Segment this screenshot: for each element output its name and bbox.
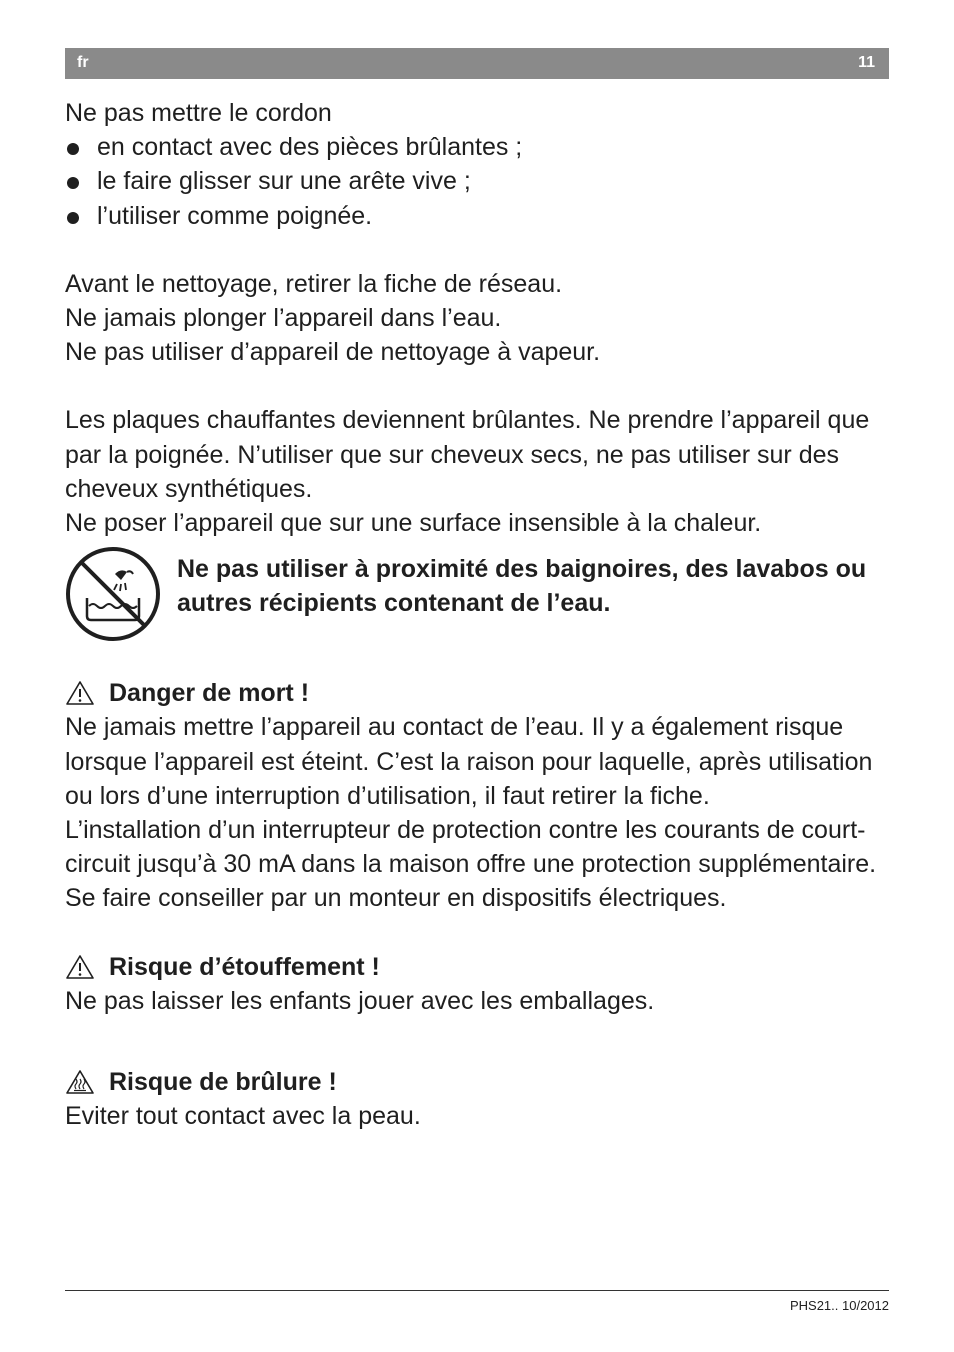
page-content (65, 96, 895, 1133)
hot-surface-warning-icon (65, 1069, 95, 1095)
danger-body-2: L’installation d’un interrupteur de protection contre les courants de court-circuit jusqu’à 30 mA dans la maison offre une protection supplémentaire. Se faire conseiller par un monteur en dispositifs électriques. (65, 816, 877, 913)
burn-body: Eviter tout contact avec la peau. (65, 1102, 421, 1131)
cleaning-line: Ne pas utiliser d’appareil de nettoyage à vapeur. (65, 338, 601, 367)
no-water-near-bath-icon (65, 546, 161, 642)
cleaning-line: Ne jamais plonger l’appareil dans l’eau. (65, 304, 502, 333)
suffocation-heading (65, 950, 895, 984)
danger-heading (65, 676, 895, 710)
warning-triangle-icon (65, 680, 95, 706)
plates-paragraph: Les plaques chauffantes deviennent brûlantes. Ne prendre l’appareil que par la poignée. N’utiliser que sur cheveux secs, ne pas utiliser sur des cheveux synthétiques. (65, 406, 870, 503)
water-warning-text: Ne pas utiliser à proximité des baignoires, des lavabos ou autres récipients contenant de l’eau. (177, 555, 867, 618)
list-item: l’utiliser comme poignée. (65, 199, 895, 233)
page-number: 11 (858, 54, 875, 71)
document-code: PHS21.. 10/2012 (789, 1298, 889, 1313)
danger-body: Ne jamais mettre l’appareil au contact de l’eau. Il y a également risque lorsque l’appareil est éteint. C’est la raison pour laquelle, après utilisation ou lors d’une interruption d’utilisation, il faut retirer la fiche. (65, 713, 873, 810)
danger-title: Danger de mort ! (109, 679, 310, 708)
footer-divider (65, 1290, 889, 1291)
suffocation-title: Risque d’étouffement ! (109, 952, 380, 981)
cord-intro: Ne pas mettre le cordon (65, 99, 332, 127)
cleaning-line: Avant le nettoyage, retirer la fiche de réseau. (65, 269, 563, 298)
header-bar (65, 48, 889, 79)
suffocation-body: Ne pas laisser les enfants jouer avec les emballages. (65, 986, 655, 1015)
burn-title: Risque de brûlure ! (109, 1068, 337, 1097)
burn-heading (65, 1065, 895, 1099)
surface-paragraph: Ne poser l’appareil que sur une surface insensible à la chaleur. (65, 509, 762, 538)
language-code: fr (77, 54, 89, 71)
list-item: en contact avec des pièces brûlantes ; (65, 130, 895, 164)
water-warning (65, 546, 895, 642)
warning-triangle-icon (65, 954, 95, 980)
cord-list (65, 130, 895, 233)
list-item: le faire glisser sur une arête vive ; (65, 164, 895, 198)
